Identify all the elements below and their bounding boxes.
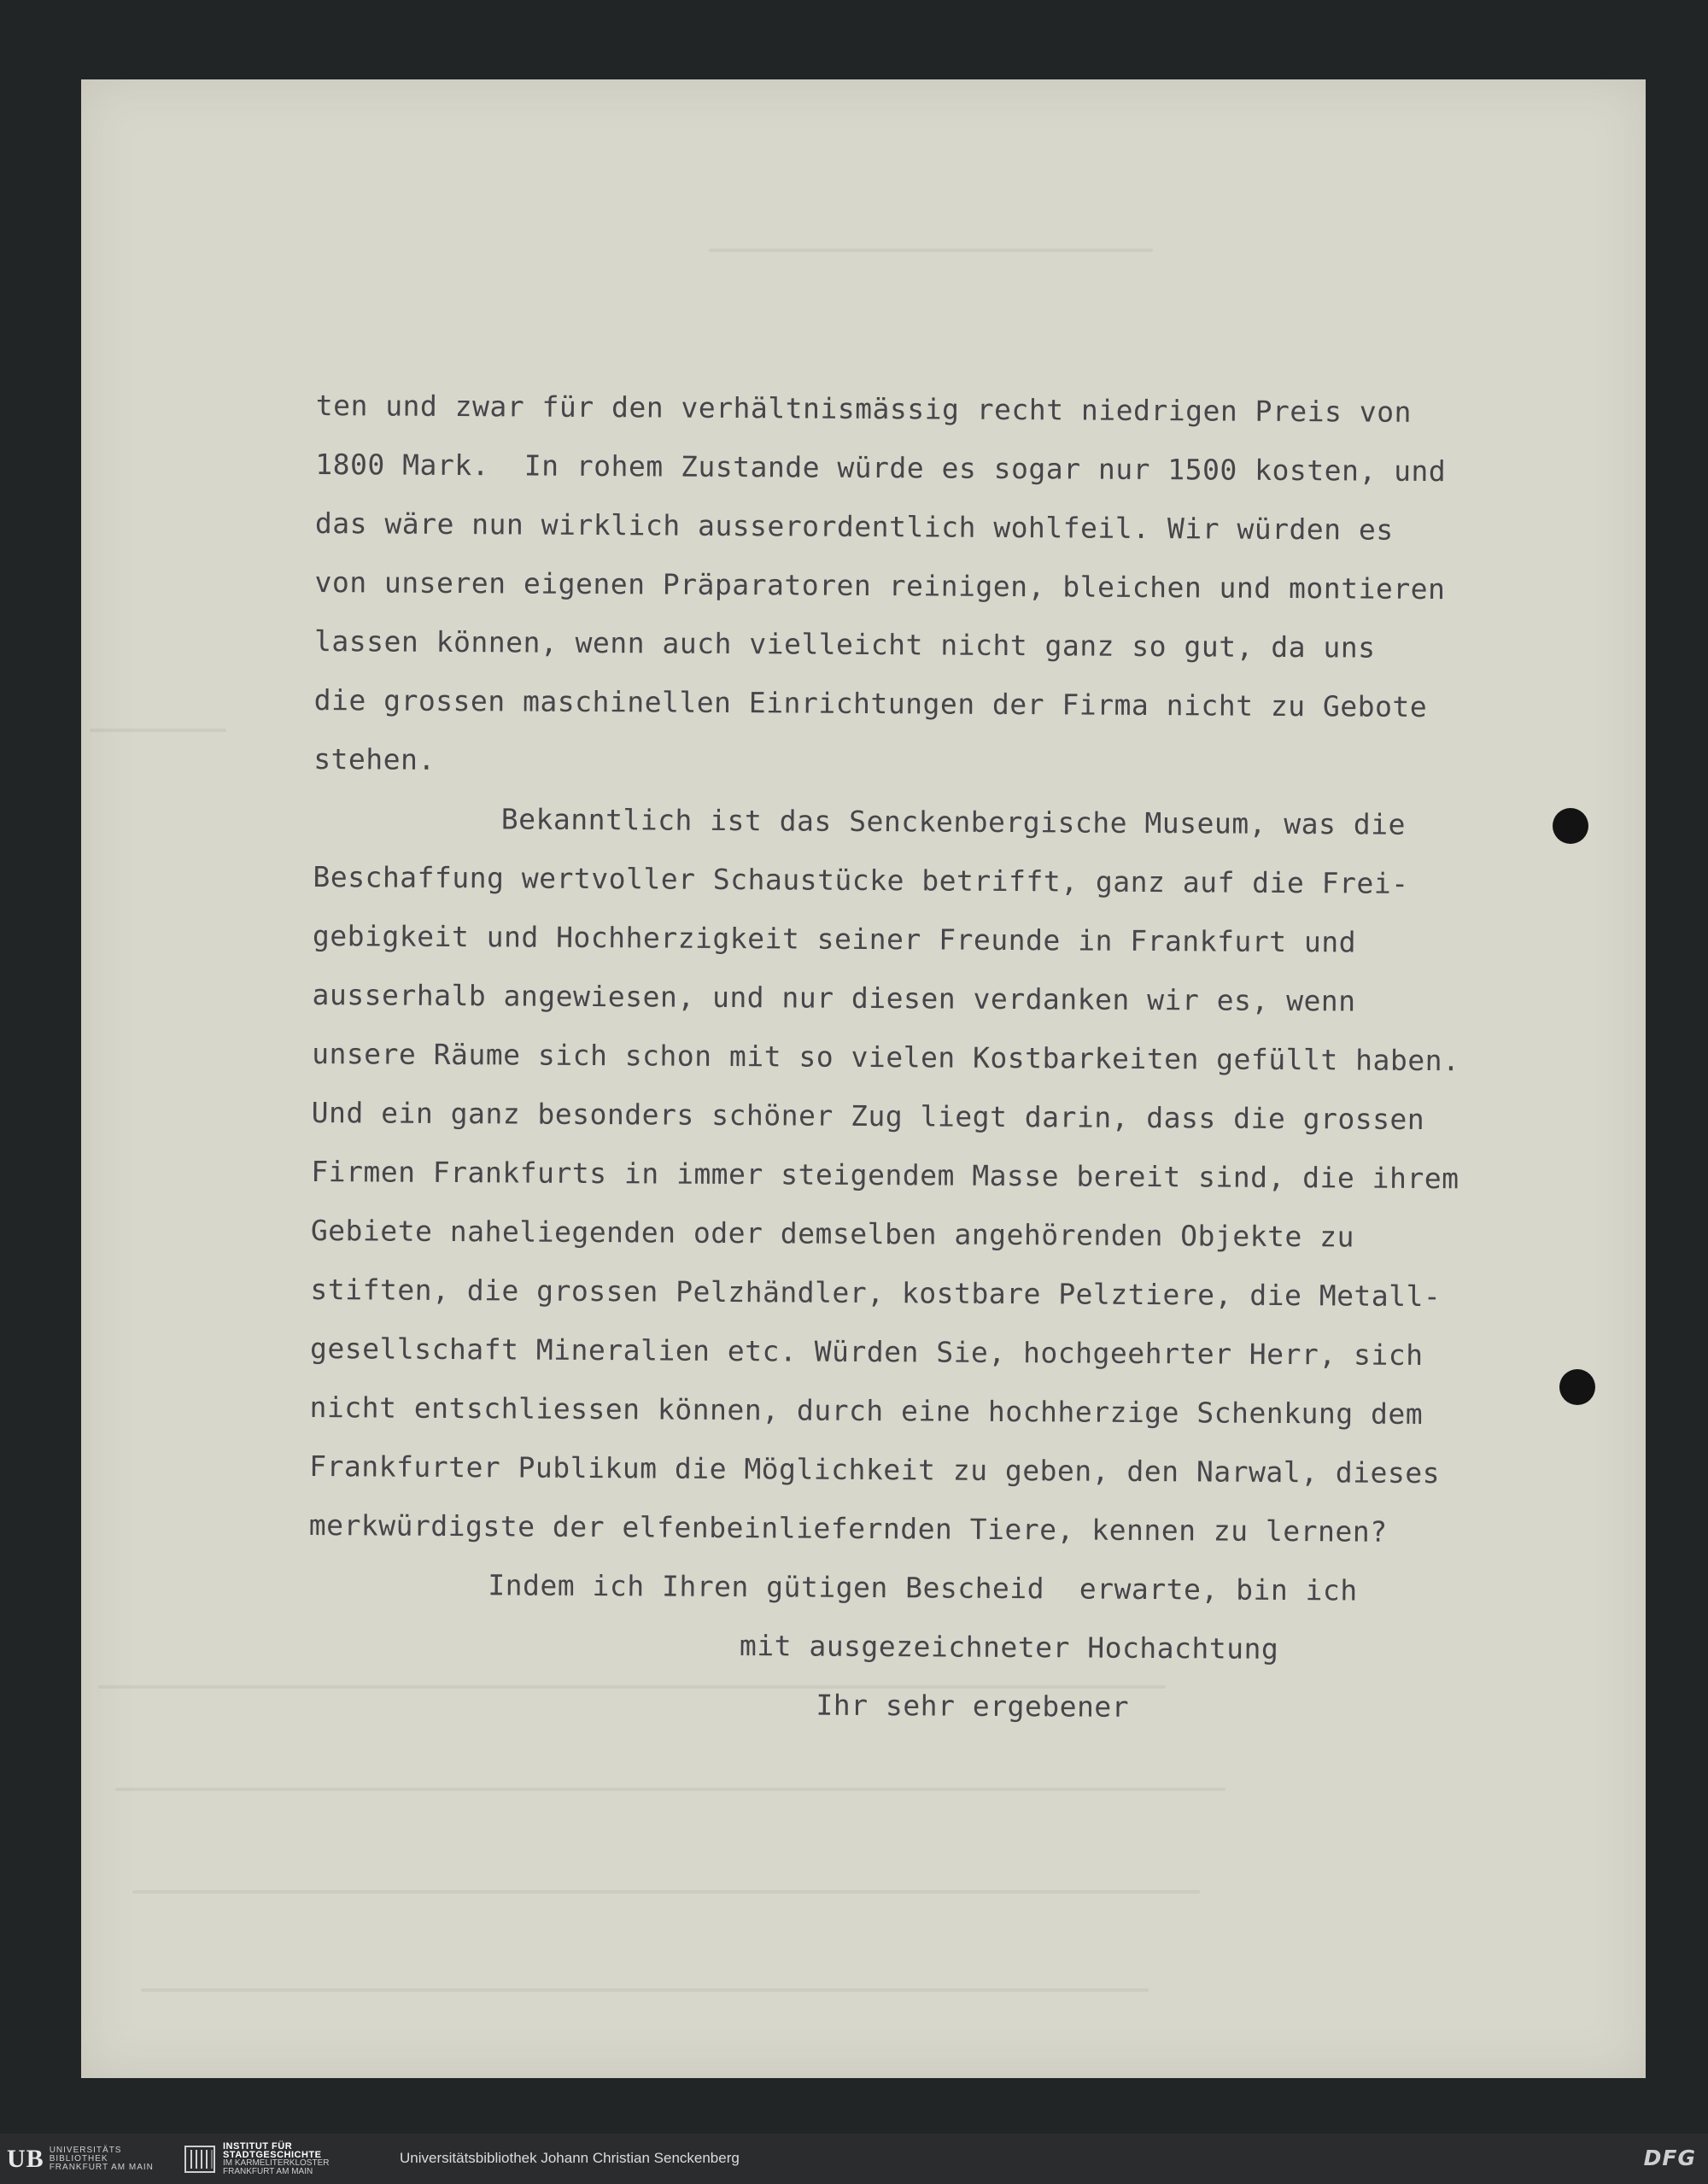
punch-hole bbox=[1553, 808, 1588, 844]
ub-mark: UB bbox=[7, 2145, 44, 2173]
ub-text-line: UNIVERSITÄTS bbox=[49, 2146, 122, 2155]
punch-hole bbox=[1559, 1369, 1595, 1405]
building-icon bbox=[184, 2143, 216, 2175]
letter-line: stehen. bbox=[313, 741, 436, 776]
letter-line: gebigkeit und Hochherzigkeit seiner Freunde in Frankfurt und bbox=[312, 918, 1357, 959]
isg-text-line: INSTITUT FÜR bbox=[223, 2141, 293, 2152]
letter-line: ten und zwar für den verhältnismässig recht niedrigen Preis von bbox=[315, 388, 1413, 429]
letter-line: 1800 Mark. In rohem Zustande würde es sogar nur 1500 kosten, und bbox=[315, 447, 1447, 489]
letter-line: ausserhalb angewiesen, und nur diesen verdanken wir es, wenn bbox=[312, 977, 1356, 1018]
library-name[interactable]: Universitätsbibliothek Johann Christian Senckenberg bbox=[400, 2150, 740, 2166]
show-through-line bbox=[115, 1788, 1225, 1791]
show-through-line bbox=[709, 249, 1153, 252]
letter-line: von unseren eigenen Präparatoren reinigen, bleichen und montieren bbox=[314, 565, 1446, 606]
letter-line: das wäre nun wirklich ausserordentlich wohlfeil. Wir würden es bbox=[314, 506, 1394, 547]
letter-line: Bekanntlich ist das Senckenbergische Museum, was die bbox=[500, 802, 1407, 841]
isg-text bbox=[223, 2142, 329, 2176]
ub-text-line: FRANKFURT AM MAIN bbox=[49, 2163, 154, 2172]
letter-body bbox=[307, 376, 1554, 1739]
ub-logo[interactable] bbox=[7, 2142, 154, 2176]
show-through-line bbox=[141, 1988, 1149, 1992]
letter-line: unsere Räume sich schon mit so vielen Kostbarkeiten gefüllt haben. bbox=[312, 1036, 1460, 1078]
letter-line: stiften, die grossen Pelzhändler, kostbare Pelztiere, die Metall- bbox=[310, 1272, 1442, 1314]
letter-line: nicht entschliessen können, durch eine hochherzige Schenkung dem bbox=[309, 1390, 1424, 1431]
dfg-logo[interactable]: DFG bbox=[1643, 2146, 1696, 2170]
letter-line: Beschaffung wertvoller Schaustücke betrifft, ganz auf die Frei- bbox=[313, 859, 1409, 900]
letter-line: Firmen Frankfurts in immer steigendem Masse bereit sind, die ihrem bbox=[311, 1154, 1459, 1196]
letter-line: die grossen maschinellen Einrichtungen der Firma nicht zu Gebote bbox=[313, 682, 1428, 723]
isg-text-line: STADTGESCHICHTE bbox=[223, 2150, 322, 2160]
isg-text-line: FRANKFURT AM MAIN bbox=[223, 2167, 313, 2176]
letter-line: merkwürdigste der elfenbeinliefernden Tiere, kennen zu lernen? bbox=[308, 1508, 1388, 1549]
ub-text bbox=[50, 2146, 154, 2172]
closing-signoff: Ihr sehr ergebener bbox=[816, 1688, 1130, 1724]
footer-bar bbox=[0, 2134, 1708, 2184]
closing-line: Indem ich Ihren gütigen Bescheid erwarte, bin ich bbox=[488, 1568, 1358, 1607]
show-through-line bbox=[132, 1890, 1200, 1894]
show-through-line bbox=[90, 729, 226, 732]
ub-text-line: BIBLIOTHEK bbox=[49, 2154, 108, 2164]
isg-text-line: IM KARMELITERKLOSTER bbox=[223, 2158, 330, 2168]
letter-line: lassen können, wenn auch vielleicht nicht ganz so gut, da uns bbox=[313, 624, 1376, 665]
isg-logo[interactable] bbox=[184, 2142, 329, 2176]
closing-salutation: mit ausgezeichneter Hochachtung bbox=[739, 1629, 1279, 1666]
letter-line: Und ein ganz besonders schöner Zug liegt darin, dass die grossen bbox=[311, 1095, 1425, 1136]
letter-line: gesellschaft Mineralien etc. Würden Sie, hochgeehrter Herr, sich bbox=[309, 1331, 1424, 1372]
letter-line: Gebiete naheliegenden oder demselben angehörenden Objekte zu bbox=[310, 1213, 1355, 1254]
letter-line: Frankfurter Publikum die Möglichkeit zu geben, den Narwal, dieses bbox=[309, 1449, 1441, 1490]
